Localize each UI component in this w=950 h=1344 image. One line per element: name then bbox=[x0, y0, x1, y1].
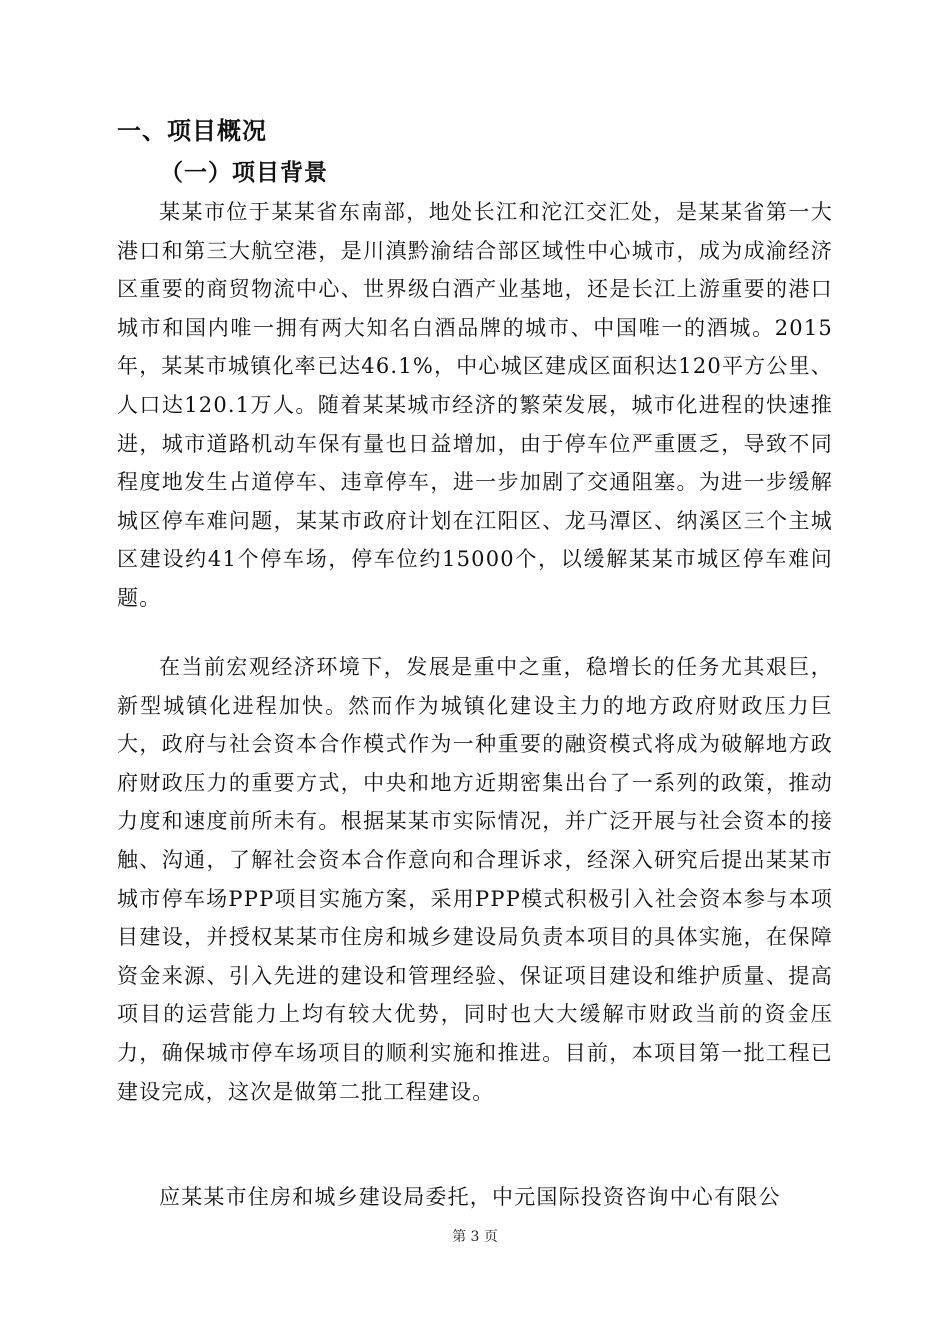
subsection-heading: （一）项目背景 bbox=[160, 160, 328, 186]
body-paragraph: 应某某市住房和城乡建设局委托，中元国际投资咨询中心有限公 bbox=[159, 1185, 781, 1209]
section-heading: 一、项目概况 bbox=[117, 117, 267, 145]
body-paragraph: 在当前宏观经济环境下，发展是重中之重，稳增长的任务尤其艰巨，新型城镇化进程加快。然而作为城镇化建设主力的地方政府财政压力巨大，政府与社会资本合作模式作为一种重要的融资模式将成为破解地方政府财政压力的重要方式，中央和地方近期密集出台了一系列的政策，推动力度和速度前所未有。根据某某市实际情况，并广泛开展与社会资本的接触、沟通，了解社会资本合作意向和合理诉求，经深入研究后提出某某市城市停车场PPP项目实施方案，采用PPP模式积极引入社会资本参与本项目建设，并授权某某市住房和城乡建设局负责本项目的具体实施，在保障资金来源、引入先进的建设和管理经验、保证项目建设和维护质量、提高项目的运营能力上均有较大优势，同时也大大缓解市财政当前的资金压力，确保城市停车场项目的顺利实施和推进。目前，本项目第一批工程已建设完成，这次是做第二批工程建设。 bbox=[117, 655, 833, 1104]
page-number: 第 3 页 bbox=[452, 1229, 498, 1245]
body-paragraph: 某某市位于某某省东南部，地处长江和沱江交汇处，是某某省第一大港口和第三大航空港，是川滇黔渝结合部区域性中心城市，成为成渝经济区重要的商贸物流中心、世界级白酒产业基地，还是长江上游重要的港口城市和国内唯一拥有两大知名白酒品牌的城市、中国唯一的酒城。2015年，某某市城镇化率已达46.1%，中心城区建成区面积达120平方公里、人口达120.1万人。随着某某城市经济的繁荣发展，城市化进程的快速推进，城市道路机动车保有量也日益增加，由于停车位严重匮乏，导致不同程度地发生占道停车、违章停车，进一步加剧了交通阻塞。为进一步缓解城区停车难问题，某某市政府计划在江阳区、龙马潭区、纳溪区三个主城区建设约41个停车场，停车位约15000个，以缓解某某市城区停车难问题。 bbox=[117, 200, 833, 610]
